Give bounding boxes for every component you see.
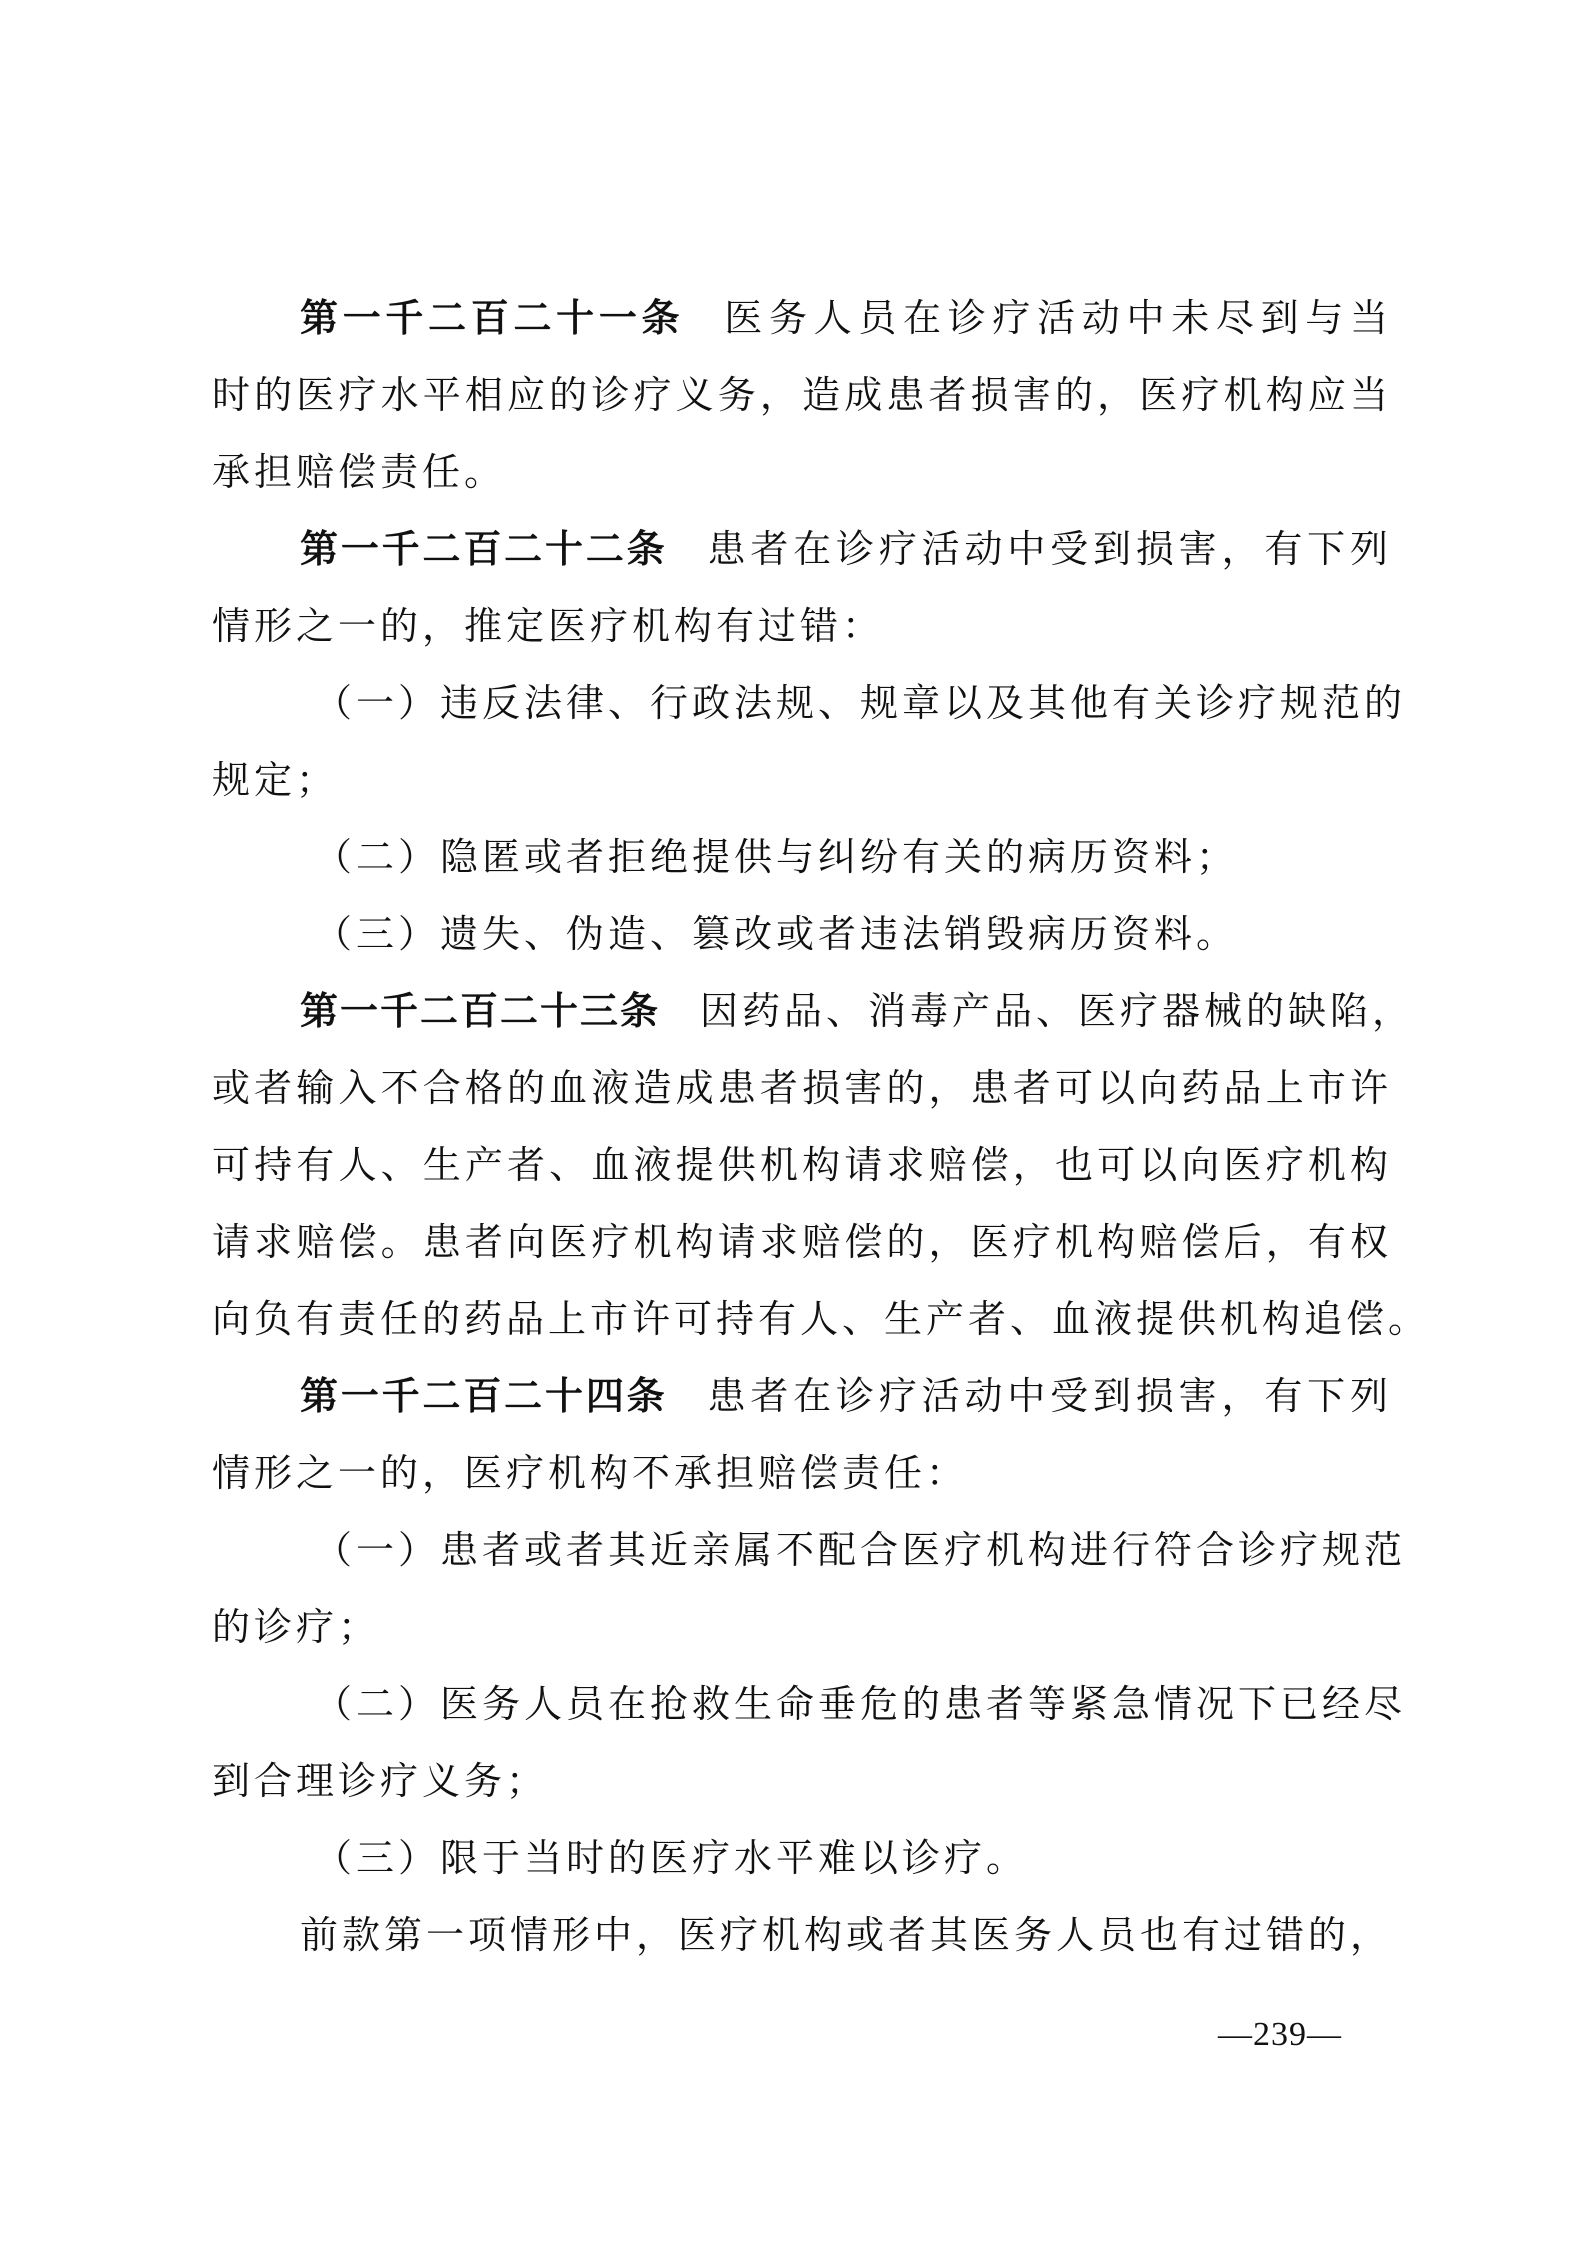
article-1223-line-3: 可持有人、生产者、血液提供机构请求赔偿，也可以向医疗机构	[212, 1143, 1392, 1187]
article-1223-line-1	[212, 973, 1415, 1050]
article-1221-line-1	[212, 280, 1392, 357]
article-1223-line-4: 请求赔偿。患者向医疗机构请求赔偿的，医疗机构赔偿后，有权	[212, 1220, 1392, 1264]
article-heading: 第一千二百二十二条	[300, 527, 668, 571]
article-1222-line-2: 情形之一的，推定医疗机构有过错：	[212, 604, 885, 648]
article-text: 因药品、消毒产品、医疗器械的缺陷，	[700, 989, 1415, 1033]
article-1222-item-1-line-2: 规定；	[212, 758, 339, 802]
article-1222-item-3: （三）遗失、伪造、篡改或者违法销毁病历资料。	[314, 912, 1239, 956]
article-1224-item-1-line-2: 的诊疗；	[212, 1605, 381, 1649]
article-1222-line-1	[212, 511, 1392, 588]
article-1224-trailing-paragraph: 前款第一项情形中，医疗机构或者其医务人员也有过错的，	[300, 1913, 1393, 1957]
article-1221-line-3: 承担赔偿责任。	[212, 450, 507, 494]
document-body	[212, 280, 1431, 1974]
article-text: 患者在诊疗活动中受到损害，有下列	[707, 527, 1392, 571]
article-1224-line-1	[212, 1358, 1392, 1435]
article-1223-line-2: 或者输入不合格的血液造成患者损害的，患者可以向药品上市许	[212, 1066, 1392, 1110]
article-heading: 第一千二百二十四条	[300, 1374, 668, 1418]
article-1223-line-5: 向负有责任的药品上市许可持有人、生产者、血液提供机构追偿。	[212, 1297, 1431, 1341]
article-heading: 第一千二百二十一条	[300, 296, 685, 340]
article-1222-item-1-line-1: （一）违反法律、行政法规、规章以及其他有关诊疗规范的	[314, 681, 1407, 725]
article-heading: 第一千二百二十三条	[300, 989, 661, 1033]
article-text: 患者在诊疗活动中受到损害，有下列	[707, 1374, 1392, 1418]
page-number: —239—	[1218, 2016, 1342, 2053]
article-1224-item-2-line-2: 到合理诊疗义务；	[212, 1759, 549, 1803]
article-1224-item-1-line-1: （一）患者或者其近亲属不配合医疗机构进行符合诊疗规范	[314, 1528, 1407, 1572]
article-1224-item-2-line-1: （二）医务人员在抢救生命垂危的患者等紧急情况下已经尽	[314, 1682, 1407, 1726]
article-1224-line-2: 情形之一的，医疗机构不承担赔偿责任：	[212, 1451, 969, 1495]
article-text: 医务人员在诊疗活动中未尽到与当	[724, 296, 1392, 340]
article-1224-item-3: （三）限于当时的医疗水平难以诊疗。	[314, 1836, 1029, 1880]
article-1221-line-2: 时的医疗水平相应的诊疗义务，造成患者损害的，医疗机构应当	[212, 373, 1392, 417]
article-1222-item-2: （二）隐匿或者拒绝提供与纠纷有关的病历资料；	[314, 835, 1239, 879]
